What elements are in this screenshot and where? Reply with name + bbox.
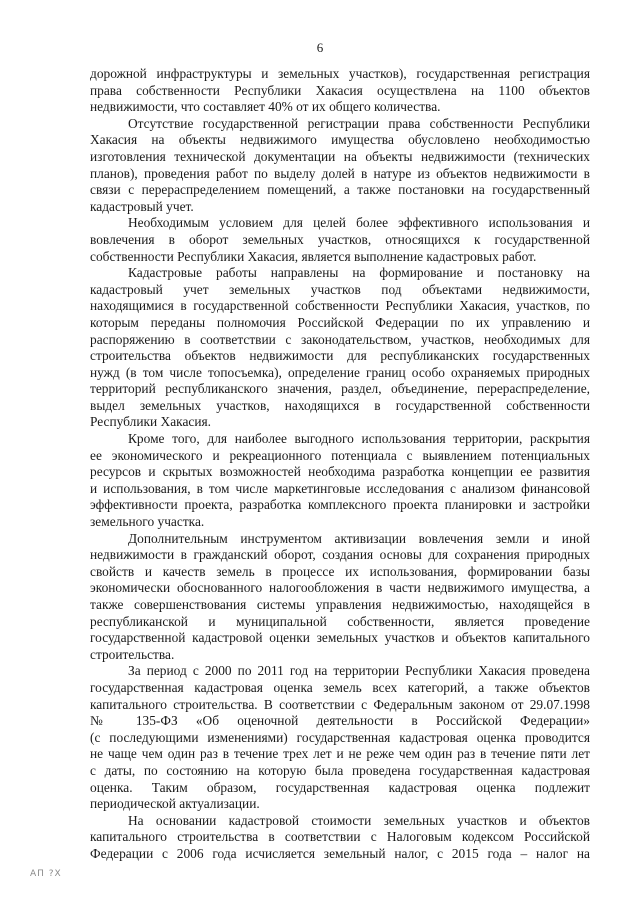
text-line: планов), проведения работ по выделу долей в натуре из объектов недвижимости в (90, 165, 590, 181)
text-line: На основании кадастровой стоимости земельных участков и объектов (128, 812, 590, 828)
text-line: земельного участка. (90, 514, 205, 530)
text-line: За период с 2000 по 2011 год на территории Республики Хакасия проведена (128, 663, 590, 679)
text-line: Кадастровые работы направлены на формирование и постановку на (128, 265, 590, 281)
paragraph (90, 431, 590, 531)
text-line: недвижимости, что составляет 40% от их общего количества. (90, 99, 441, 115)
text-line: территорий республиканского значения, раздел, объединение, перераспределение, (90, 381, 590, 397)
text-line: строительства. (90, 646, 175, 662)
text-line: Необходимым условием для целей более эффективного использования и (128, 215, 590, 231)
text-line: строительства объектов недвижимости для республиканских государственных (90, 348, 590, 364)
paragraph (90, 215, 590, 265)
text-line: связи с перераспределением помещений, а также постановки на государственный (90, 182, 590, 198)
text-line: права собственности Республики Хакасия осуществлена на 1100 объектов (90, 82, 590, 98)
paragraph (90, 663, 590, 812)
text-line: вовлечения в оборот земельных участков, относящихся к государственной (90, 231, 590, 247)
text-line: находящимися в государственной собственности Республики Хакасия, участков, по (90, 298, 590, 314)
page-number: 6 (316, 40, 324, 55)
text-line: также совершенствования системы управления недвижимостью, находящейся в (90, 597, 590, 612)
text-line: не чаще чем один раз в течение трех лет и не реже чем один раз в течение пяти лет (90, 746, 590, 762)
paragraph (90, 265, 590, 431)
text-line: выдел земельных участков, находящихся в государственной собственности (90, 397, 590, 413)
text-line: изготовления технической документации на объекты недвижимости (технических (90, 148, 590, 164)
text-line: капитального строительства. В соответствии с Федеральным законом от 29.07.1998 (90, 696, 590, 712)
text-line: эффективности проекта, разработка комплексного проекта планировки и застройки (90, 497, 590, 513)
document-body (90, 66, 590, 863)
text-line: дорожной инфраструктуры и земельных участков), государственная регистрация (90, 66, 590, 81)
text-line: (с последующими изменениями) государственная кадастровая оценка проводится (90, 729, 590, 745)
text-line: экономически обоснованного налогообложения в части недвижимого имущества, а (90, 580, 590, 596)
text-line: № 135-ФЗ «Об оценочной деятельности в Российской Федерации» (90, 713, 590, 729)
text-line: кадастровый учет земельных участков под объектами недвижимости, (90, 281, 590, 297)
text-line: государственной кадастровой оценки земельных участков и объектов капитального (90, 630, 590, 646)
text-line: периодической актуализации. (90, 796, 260, 812)
paragraph (90, 531, 590, 664)
text-line: недвижимости в гражданский оборот, создания основы для сохранения природных (90, 547, 590, 563)
paragraph (90, 116, 590, 216)
text-line: кадастровый учет. (90, 198, 194, 214)
text-line: собственности Республики Хакасия, является выполнение кадастровых работ. (90, 248, 537, 264)
text-line: Кроме того, для наиболее выгодного использования территории, раскрытия (128, 431, 590, 447)
text-line: и использования, в том числе маркетинговые исследования с анализом финансовой (90, 480, 590, 496)
text-line: оценка. Таким образом, государственная кадастровая оценка подлежит (90, 779, 590, 795)
footer-mark: АП ?Х (30, 869, 62, 879)
text-line: которым переданы полномочия Российской Федерации по их управлению и (90, 314, 590, 330)
text-line: капитального строительства в соответствии с Налоговым кодексом Российской (90, 829, 590, 845)
text-line: государственная кадастровая оценка земель всех категорий, а также объектов (90, 679, 590, 695)
text-line: распоряжению в соответствии с законодательством, участков, необходимых для (90, 331, 590, 347)
text-line: нужд (в том числе топосъемка), определение границ особо охраняемых природных (90, 364, 590, 380)
paragraph (90, 813, 590, 863)
text-line: с даты, по состоянию на которую была проведена государственная кадастровая (90, 762, 590, 778)
text-line: Республики Хакасия. (90, 414, 211, 430)
text-line: ее экономического и рекреационного потенциала с выявлением потенциальных (90, 447, 590, 463)
text-line: свойств и качеств земель в процессе их использования, формировании базы (90, 563, 590, 579)
text-line: Дополнительным инструментом активизации вовлечения земли и иной (128, 530, 590, 546)
text-line: Федерации с 2006 года исчисляется земельный налог, с 2015 года – налог на (90, 845, 590, 861)
text-line: Отсутствие государственной регистрации права собственности Республики (128, 115, 590, 131)
text-line: ресурсов и скрытых возможностей необходима разработка концепции ее развития (90, 464, 590, 480)
text-line: республиканской и муниципальной собственности, является проведение (90, 613, 590, 629)
text-line: Хакасия на объекты недвижимого имущества обусловлено необходимостью (90, 132, 590, 148)
paragraph (90, 66, 590, 116)
